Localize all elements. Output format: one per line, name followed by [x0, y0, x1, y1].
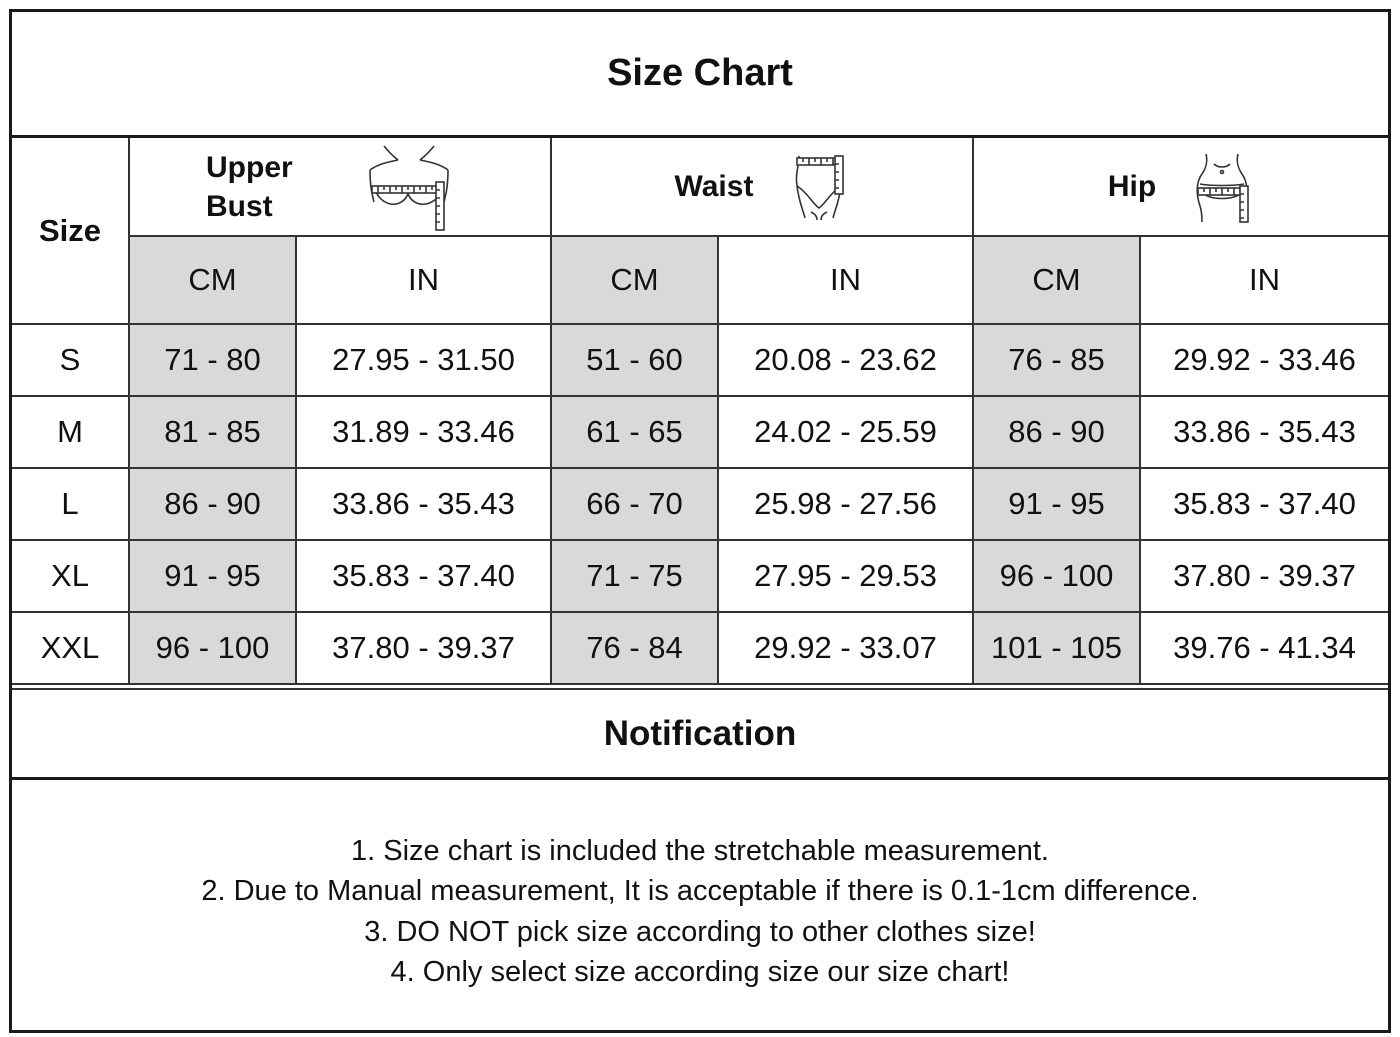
hip-cm-cell: 76 - 85 [973, 324, 1140, 396]
unit-header-in: IN [718, 236, 973, 324]
unit-header-in: IN [1140, 236, 1388, 324]
table-row [12, 468, 1388, 540]
waist-cm-cell: 71 - 75 [551, 540, 718, 612]
bust-in-cell: 35.83 - 37.40 [296, 540, 551, 612]
bust-in-cell: 37.80 - 39.37 [296, 612, 551, 684]
unit-header-cm: CM [973, 236, 1140, 324]
note-line: 4. Only select size according size our size chart! [390, 956, 1010, 988]
table-header-units [12, 236, 1388, 324]
table-row [12, 540, 1388, 612]
bust-in-cell: 33.86 - 35.43 [296, 468, 551, 540]
waist-cm-cell: 66 - 70 [551, 468, 718, 540]
waist-cm-cell: 61 - 65 [551, 396, 718, 468]
hip-in-cell: 37.80 - 39.37 [1140, 540, 1388, 612]
table-row [12, 396, 1388, 468]
hip-cm-cell: 101 - 105 [973, 612, 1140, 684]
hip-cm-cell: 91 - 95 [973, 468, 1140, 540]
bust-cm-cell: 86 - 90 [129, 468, 296, 540]
notification-title: Notification [12, 688, 1388, 780]
waist-in-cell: 27.95 - 29.53 [718, 540, 973, 612]
note-line: 2. Due to Manual measurement, It is acceptable if there is 0.1-1cm difference. [201, 875, 1199, 907]
hip-in-cell: 33.86 - 35.43 [1140, 396, 1388, 468]
size-column-header: Size [12, 138, 129, 324]
size-cell: XL [12, 540, 129, 612]
bust-in-cell: 31.89 - 33.46 [296, 396, 551, 468]
note-line: 1. Size chart is included the stretchable measurement. [351, 834, 1049, 867]
upper-bust-label: Upper Bust [206, 150, 293, 223]
waist-in-cell: 29.92 - 33.07 [718, 612, 973, 684]
waist-in-cell: 24.02 - 25.59 [718, 396, 973, 468]
size-cell: M [12, 396, 129, 468]
waist-cm-cell: 76 - 84 [551, 612, 718, 684]
waist-label: Waist [674, 170, 754, 203]
hip-cm-cell: 86 - 90 [973, 396, 1140, 468]
size-cell: XXL [12, 612, 129, 684]
upper-bust-header [129, 138, 551, 236]
unit-header-cm: CM [129, 236, 296, 324]
hip-measure-icon [1192, 150, 1254, 224]
hip-in-cell: 35.83 - 37.40 [1140, 468, 1388, 540]
size-cell: S [12, 324, 129, 396]
hip-header [973, 138, 1388, 236]
hip-in-cell: 29.92 - 33.46 [1140, 324, 1388, 396]
waist-measure-icon [793, 152, 849, 222]
size-cell: L [12, 468, 129, 540]
note-line: 3. DO NOT pick size according to other clothes size! [364, 915, 1036, 948]
bust-in-cell: 27.95 - 31.50 [296, 324, 551, 396]
table-row [12, 612, 1388, 684]
page-title: Size Chart [12, 12, 1388, 138]
hip-in-cell: 39.76 - 41.34 [1140, 612, 1388, 684]
waist-in-cell: 20.08 - 23.62 [718, 324, 973, 396]
bust-measure-icon [364, 142, 454, 232]
table-header-groups [12, 138, 1388, 236]
unit-header-cm: CM [551, 236, 718, 324]
size-table [12, 138, 1388, 685]
hip-label: Hip [1107, 170, 1157, 203]
bust-cm-cell: 96 - 100 [129, 612, 296, 684]
bust-cm-cell: 81 - 85 [129, 396, 296, 468]
table-row [12, 324, 1388, 396]
hip-cm-cell: 96 - 100 [973, 540, 1140, 612]
bust-cm-cell: 91 - 95 [129, 540, 296, 612]
unit-header-in: IN [296, 236, 551, 324]
waist-header [551, 138, 973, 236]
size-chart-frame [9, 9, 1391, 1033]
waist-in-cell: 25.98 - 27.56 [718, 468, 973, 540]
notification-notes [12, 780, 1388, 1033]
bust-cm-cell: 71 - 80 [129, 324, 296, 396]
waist-cm-cell: 51 - 60 [551, 324, 718, 396]
